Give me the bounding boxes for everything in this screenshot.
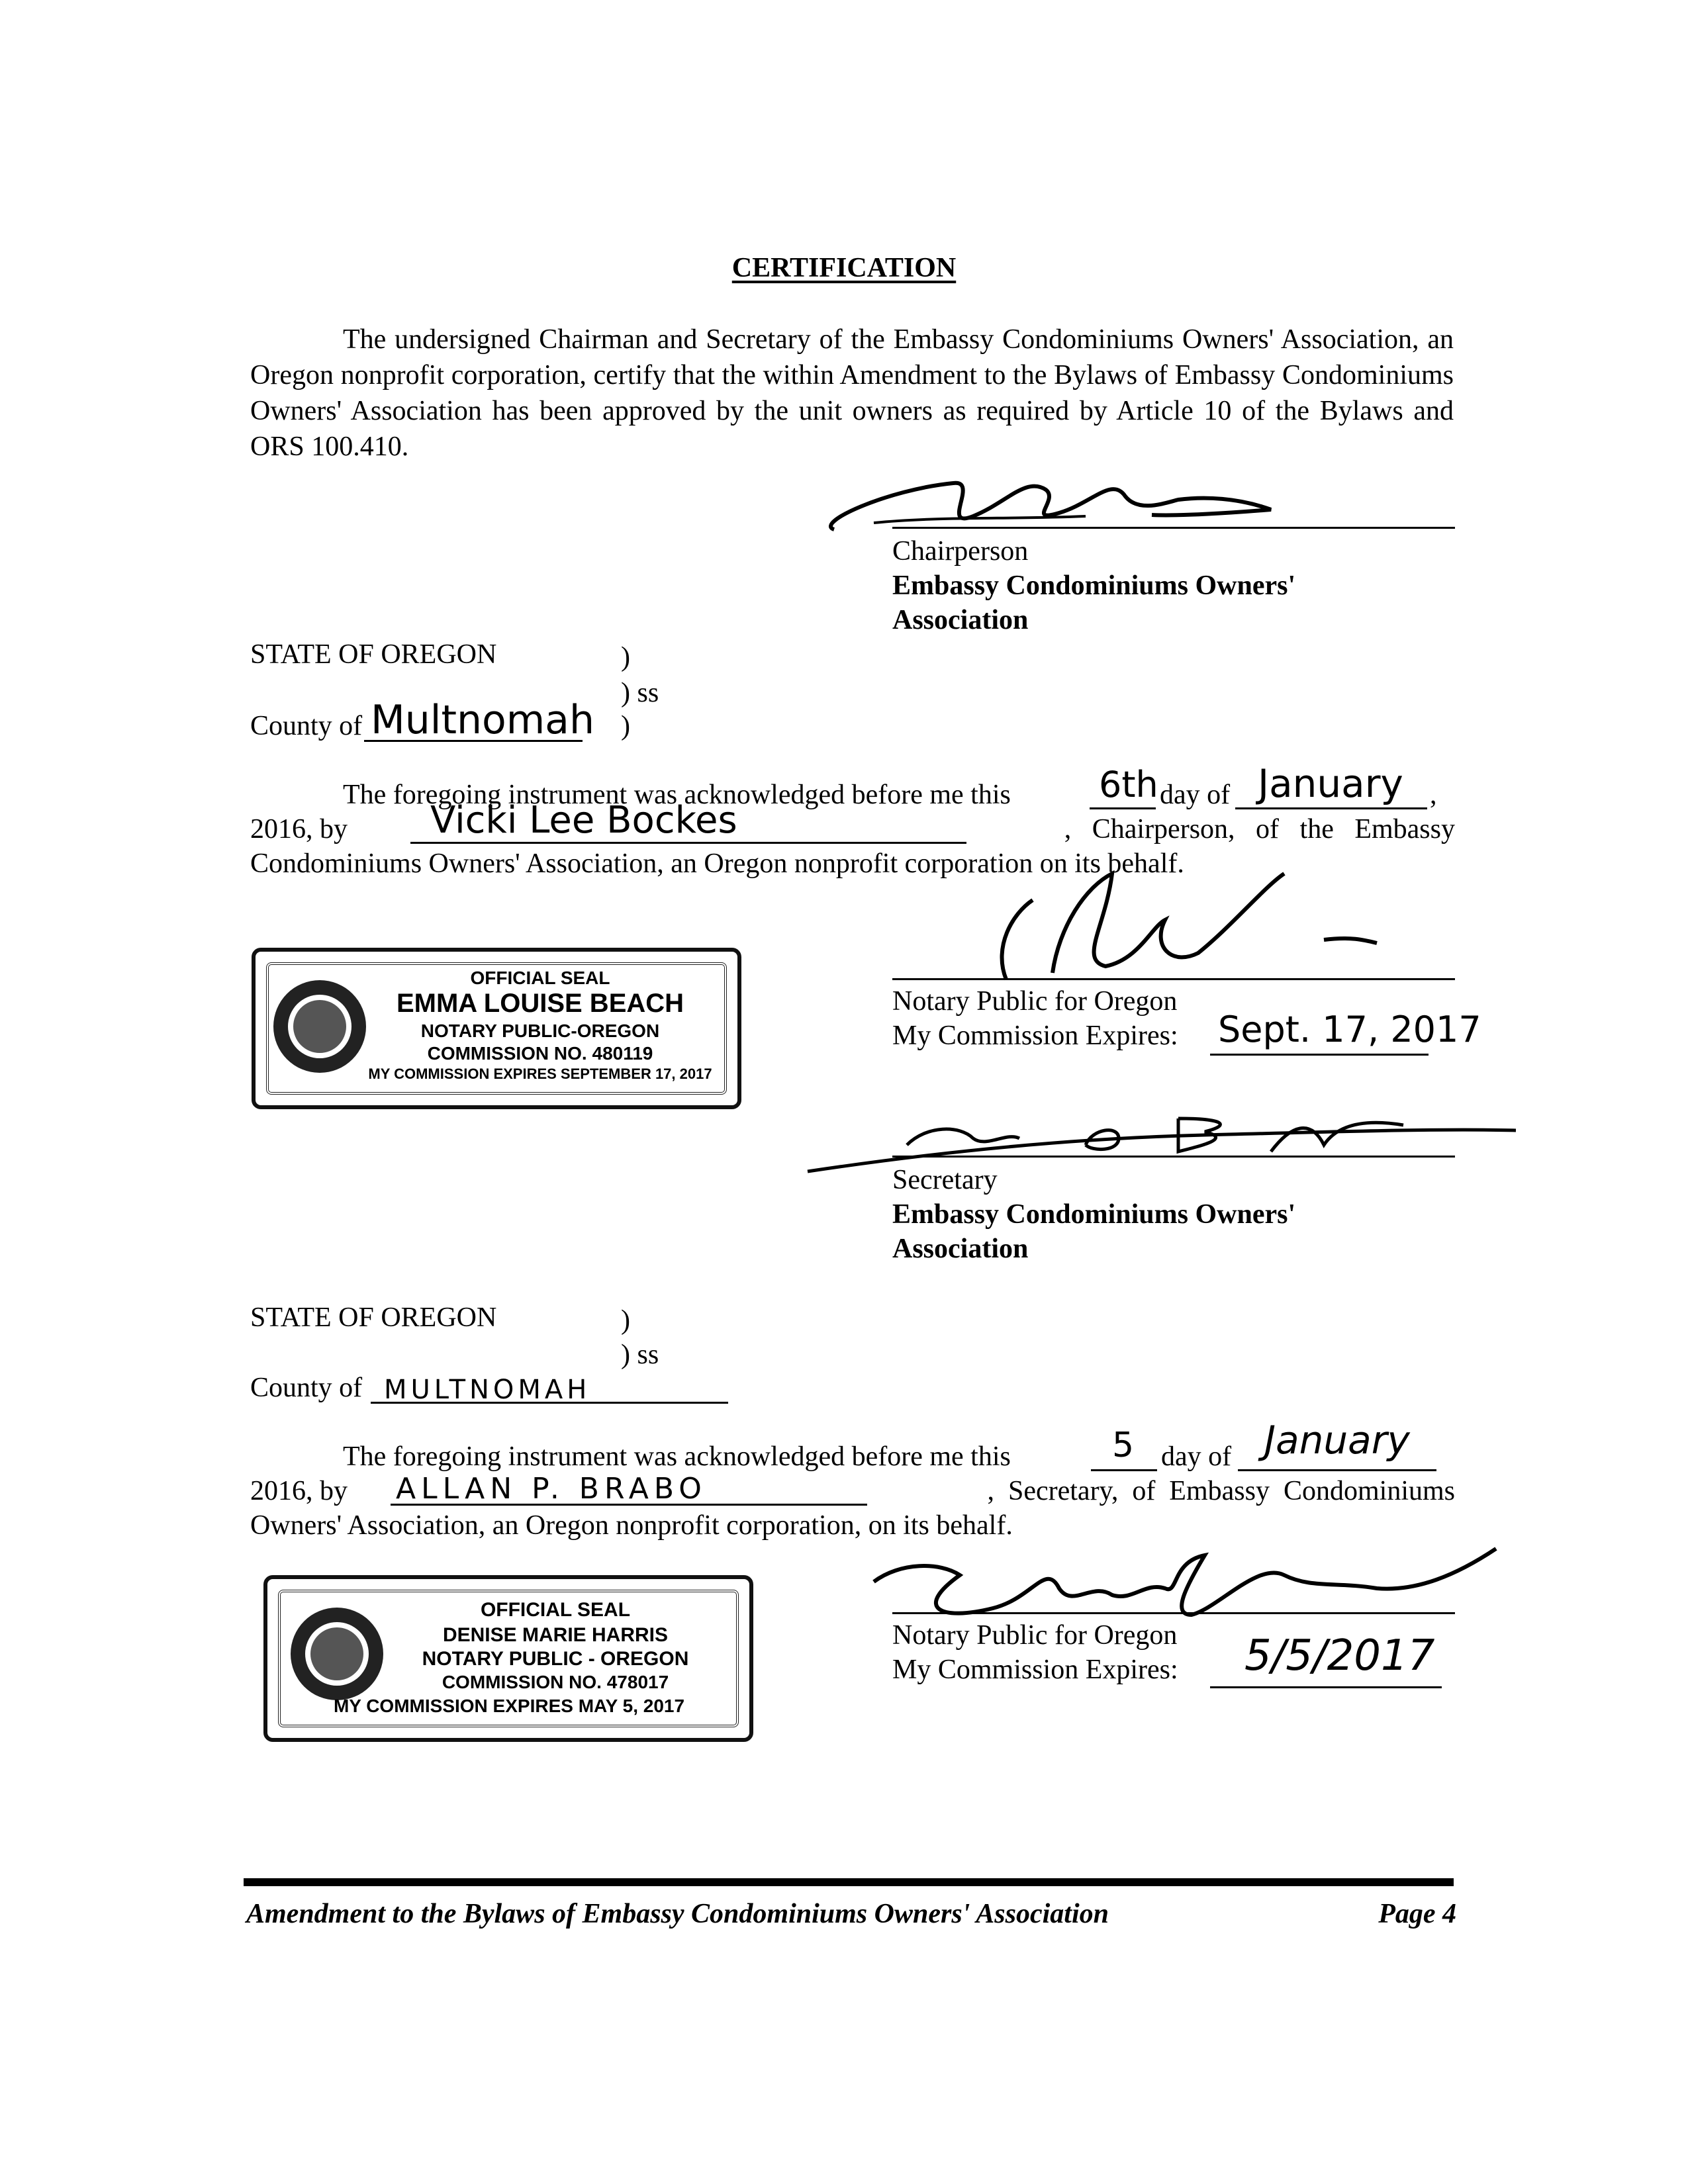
notary2-expires-value: 5/5/2017: [1244, 1631, 1435, 1680]
bracket-1c: ): [621, 711, 630, 741]
secretary-org-line2: Association: [892, 1234, 1029, 1264]
bracket-1a: ): [621, 642, 630, 672]
secretary-signature-line: [892, 1156, 1455, 1158]
chair-org-line2: Association: [892, 605, 1029, 635]
footer-rule: [244, 1878, 1454, 1886]
ack2-line1: The foregoing instrument was acknowledged before me this: [343, 1441, 1011, 1472]
ack2-rest-line2: , Secretary, of Embassy Condominiums: [987, 1476, 1455, 1506]
secretary-label: Secretary: [892, 1165, 998, 1195]
notary1-expires-label: My Commission Expires:: [892, 1021, 1178, 1051]
seal2-line2: DENISE MARIE HARRIS: [442, 1624, 669, 1646]
footer-document-title: Amendment to the Bylaws of Embassy Condominiums Owners' Association: [246, 1899, 1109, 1929]
county-underline-2: [371, 1402, 728, 1404]
seal1-line1: OFFICIAL SEAL: [470, 968, 610, 988]
ack2-year-by: 2016, by: [250, 1476, 348, 1506]
notary2-signature-line: [892, 1612, 1455, 1614]
seal1-line4: COMMISSION NO. 480119: [427, 1043, 653, 1064]
notary1-label: Notary Public for Oregon: [892, 986, 1178, 1017]
ack1-name: Vicki Lee Bockes: [430, 799, 737, 842]
county-label-1: County of: [250, 711, 363, 741]
ack1-line1: The foregoing instrument was acknowledged before me this: [343, 780, 1011, 810]
ss-label-2: ) ss: [621, 1340, 659, 1370]
notary2-label: Notary Public for Oregon: [892, 1620, 1178, 1651]
ack1-day: 6th: [1099, 764, 1158, 805]
seal2-line3: NOTARY PUBLIC - OREGON: [422, 1648, 689, 1670]
state-seal-icon: [270, 977, 369, 1076]
ack2-day-line: [1091, 1469, 1157, 1471]
secretary-org-line1: Embassy Condominiums Owners': [892, 1199, 1296, 1230]
ack1-day-line: [1090, 807, 1156, 809]
state-label-1: STATE OF OREGON: [250, 639, 497, 670]
county-label-2: County of: [250, 1373, 363, 1403]
certification-paragraph: The undersigned Chairman and Secretary of the Embassy Condominiums Owners' Association, an Oregon nonprofit corporation, certify that the within Amendment to the Bylaws of Embassy Condominiums Owners' Association has been approved by the unit owners as required by Article 10 of the Bylaws and ORS 100.410.: [250, 324, 1454, 462]
seal1-line2: EMMA LOUISE BEACH: [396, 989, 684, 1018]
notary1-signature-line: [892, 978, 1455, 980]
notary1-signature: [953, 847, 1403, 993]
notary1-expires-value: Sept. 17, 2017: [1218, 1009, 1481, 1050]
seal2-line1: OFFICIAL SEAL: [480, 1599, 631, 1621]
ack2-name: ALLAN P. BRABO: [396, 1472, 707, 1506]
county-underline-1: [364, 740, 583, 742]
seal1-line5: MY COMMISSION EXPIRES SEPTEMBER 17, 2017: [368, 1066, 712, 1082]
ack2-dayof: day of: [1161, 1441, 1232, 1472]
ack1-name-line: [410, 842, 966, 844]
chair-org-line1: Embassy Condominiums Owners': [892, 570, 1296, 601]
notary2-expires-label: My Commission Expires:: [892, 1655, 1178, 1685]
ack1-month-line: [1235, 807, 1427, 809]
official-seal-1: [252, 948, 741, 1109]
official-seal-2: [263, 1575, 753, 1742]
county-handwritten-1: Multnomah: [371, 697, 594, 743]
ack2-month: January: [1264, 1418, 1410, 1463]
page-title: CERTIFICATION: [731, 253, 957, 283]
ack1-month: January: [1258, 761, 1403, 806]
ss-label-1: ) ss: [621, 678, 659, 708]
ack2-line3: Owners' Association, an Oregon nonprofit corporation, on its behalf.: [250, 1510, 1013, 1541]
ack2-day: 5: [1112, 1426, 1135, 1465]
footer-page-number: Page 4: [1378, 1899, 1456, 1929]
seal2-line4: COMMISSION NO. 478017: [442, 1672, 669, 1692]
ack1-year-by: 2016, by: [250, 814, 348, 844]
ack1-comma: ,: [1430, 780, 1437, 810]
notary2-expires-line: [1210, 1686, 1442, 1688]
chairperson-label: Chairperson: [892, 536, 1029, 567]
notary1-expires-line: [1210, 1054, 1429, 1056]
ack2-month-line: [1238, 1469, 1436, 1471]
state-label-2: STATE OF OREGON: [250, 1302, 497, 1333]
ack1-rest-line2: , Chairperson, of the Embassy: [1064, 814, 1455, 844]
ack2-name-line: [391, 1504, 867, 1506]
ack1-dayof: day of: [1160, 780, 1231, 810]
chairperson-signature-line: [892, 527, 1455, 529]
seal1-line3: NOTARY PUBLIC-OREGON: [420, 1021, 660, 1041]
bracket-2a: ): [621, 1305, 630, 1336]
state-seal-icon: [287, 1604, 387, 1704]
ack1-line3: Condominiums Owners' Association, an Oregon nonprofit corporation on its behalf.: [250, 848, 1184, 879]
seal2-line5: MY COMMISSION EXPIRES MAY 5, 2017: [333, 1696, 685, 1716]
county-handwritten-2: MULTNOMAH: [384, 1375, 591, 1405]
chairperson-signature: [808, 450, 1311, 549]
